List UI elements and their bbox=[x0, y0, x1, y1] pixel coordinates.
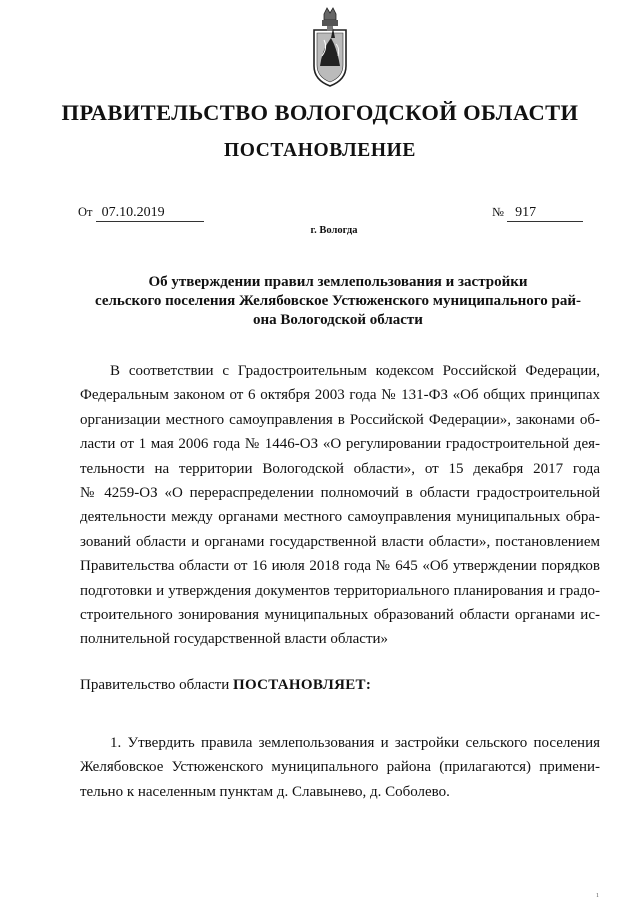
item-line: 1. Утвердить правила землепользования и застройки сельского поселения bbox=[110, 735, 600, 751]
preamble-line: подготовки и утверждения документов территориального планирования и градо- bbox=[80, 582, 600, 599]
decree-statement bbox=[80, 677, 371, 694]
document-number: 917 bbox=[507, 205, 583, 222]
preamble-line: Федеральным законом от 6 октября 2003 года № 131-ФЗ «Об общих принципах bbox=[80, 387, 600, 404]
decree-prefix: Правительство области bbox=[80, 677, 233, 693]
preamble-line: ласти от 1 мая 2006 года № 1446-ОЗ «О регулировании градостроительной дея- bbox=[80, 436, 600, 453]
preamble-line: полнительной государственной власти области» bbox=[80, 631, 389, 648]
preamble-line: № 4259-ОЗ «О перераспределении полномочий в области градостроительной bbox=[80, 485, 600, 502]
preamble-paragraph bbox=[80, 359, 600, 652]
decree-verb: ПОСТАНОВЛЯЕТ: bbox=[232, 677, 372, 693]
preamble-line: Правительства области от 16 июля 2018 года № 645 «Об утверждении порядков bbox=[80, 558, 600, 575]
subject-line: сельского поселения Желябовское Устюженского муниципального рай- bbox=[95, 293, 581, 309]
number-label: № bbox=[492, 205, 504, 219]
document-type-title: ПОСТАНОВЛЕНИЕ bbox=[223, 140, 417, 161]
document-subject bbox=[80, 273, 596, 330]
subject-line: она Вологодской области bbox=[253, 312, 423, 328]
preamble-line: организации местного самоуправления в Российской Федерации», законами об- bbox=[80, 411, 600, 428]
subject-line: Об утверждении правил землепользования и застройки bbox=[148, 274, 528, 290]
item-line: тельно к населенным пунктам д. Славынево, д. Соболево. bbox=[80, 783, 450, 800]
city-name: г. Вологда bbox=[310, 225, 358, 236]
preamble-line: строительного зонирования муниципальных образований области органами ис- bbox=[80, 607, 600, 624]
preamble-line: деятельности между органами местного самоуправления муниципальных обра- bbox=[80, 509, 600, 526]
coat-of-arms-emblem bbox=[300, 4, 360, 92]
preamble-line: зований области и органами государственной власти области», постановлением bbox=[80, 533, 600, 550]
document-number-line bbox=[492, 205, 583, 222]
page-mark: 1 bbox=[596, 893, 599, 899]
preamble-line: В соответствии с Градостроительным кодексом Российской Федерации, bbox=[110, 363, 600, 379]
item-line: Желябовское Устюженского муниципального района (прилагаются) примени- bbox=[80, 759, 600, 776]
document-date-line bbox=[78, 205, 204, 222]
organization-title: ПРАВИТЕЛЬСТВО ВОЛОГОДСКОЙ ОБЛАСТИ bbox=[61, 100, 579, 125]
preamble-line: тельности на территории Вологодской области», от 15 декабря 2017 года bbox=[80, 460, 600, 477]
date-label: От bbox=[78, 205, 93, 219]
document-date: 07.10.2019 bbox=[96, 205, 204, 222]
decree-item-1 bbox=[80, 731, 600, 804]
